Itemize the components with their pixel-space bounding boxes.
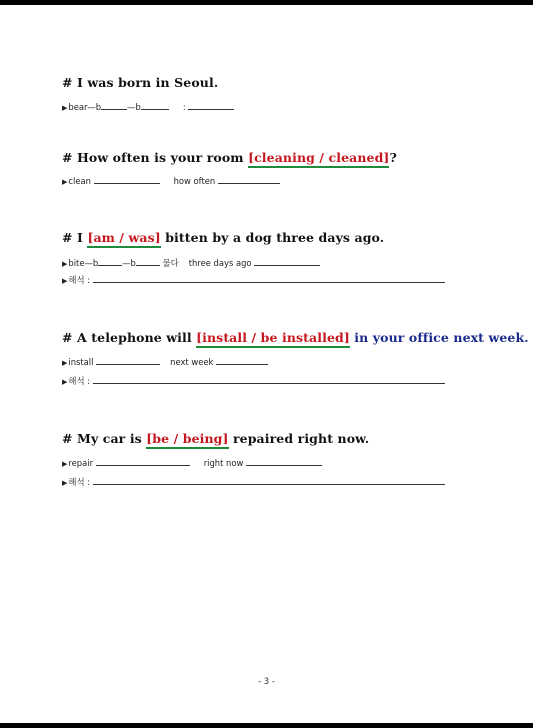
interpretation-label: 해석 bbox=[68, 477, 85, 487]
blank-field[interactable] bbox=[96, 458, 190, 466]
blank-field[interactable] bbox=[101, 102, 127, 110]
sentence-4: # A telephone will [install / be installed] in your office next week. bbox=[62, 330, 529, 345]
interpretation-label: 해석 bbox=[68, 376, 85, 386]
hint-verb: clean bbox=[68, 176, 91, 186]
blank-field[interactable] bbox=[254, 258, 320, 266]
interpretation-line-4: ▶해석 : bbox=[62, 375, 445, 387]
hint-meaning: 물다 bbox=[162, 258, 179, 268]
blank-field[interactable] bbox=[246, 458, 322, 466]
answer-options: [cleaning / cleaned] bbox=[248, 150, 390, 165]
hint-line-4 bbox=[62, 357, 268, 367]
answer-options: [be / being] bbox=[146, 431, 229, 446]
blank-field[interactable] bbox=[98, 258, 122, 266]
hint-line-5 bbox=[62, 458, 322, 468]
blank-field[interactable] bbox=[94, 176, 160, 184]
blank-field[interactable] bbox=[96, 357, 160, 365]
sentence-2: # How often is your room [cleaning / cleaned]? bbox=[62, 150, 397, 165]
hint-verb-mid: —b bbox=[122, 258, 136, 268]
hint-verb: install bbox=[68, 357, 94, 367]
blank-field[interactable] bbox=[188, 102, 234, 110]
answer-options: [install / be installed] bbox=[196, 330, 350, 345]
hint-line-3 bbox=[62, 257, 320, 269]
arrow-icon: ▶ bbox=[62, 260, 68, 268]
answer-options: [am / was] bbox=[87, 230, 161, 245]
interpretation-label: 해석 bbox=[68, 275, 85, 285]
worksheet-page bbox=[0, 5, 533, 723]
hint-phrase: right now bbox=[203, 458, 244, 468]
sentence-1: # I was born in Seoul. bbox=[62, 75, 219, 90]
arrow-icon: ▶ bbox=[62, 277, 68, 285]
sentence-3: # I [am / was] bitten by a dog three days ago. bbox=[62, 230, 385, 245]
blank-field[interactable] bbox=[218, 176, 280, 184]
hint-verb: repair bbox=[68, 458, 94, 468]
sentence-5: # My car is [be / being] repaired right now. bbox=[62, 431, 370, 446]
arrow-icon: ▶ bbox=[62, 479, 68, 487]
interpretation-line-3: ▶해석 : bbox=[62, 274, 445, 286]
hint-line-2 bbox=[62, 176, 280, 186]
hint-phrase: three days ago bbox=[188, 258, 252, 268]
colon: : bbox=[182, 102, 186, 112]
blank-field[interactable] bbox=[141, 102, 169, 110]
hint-phrase: how often bbox=[173, 176, 216, 186]
interpretation-field[interactable] bbox=[93, 275, 445, 283]
interpretation-field[interactable] bbox=[93, 477, 445, 485]
arrow-icon: ▶ bbox=[62, 104, 68, 112]
hint-verb-mid: —b bbox=[127, 102, 141, 112]
blank-field[interactable] bbox=[136, 258, 160, 266]
interpretation-field[interactable] bbox=[93, 376, 445, 384]
page-number: - 3 - bbox=[258, 677, 275, 687]
arrow-icon: ▶ bbox=[62, 178, 68, 186]
hint-line-1 bbox=[62, 102, 234, 112]
hint-verb: bite—b bbox=[68, 258, 99, 268]
arrow-icon: ▶ bbox=[62, 460, 68, 468]
arrow-icon: ▶ bbox=[62, 359, 68, 367]
blank-field[interactable] bbox=[216, 357, 268, 365]
interpretation-line-5: ▶해석 : bbox=[62, 476, 445, 488]
hint-phrase: next week bbox=[170, 357, 214, 367]
arrow-icon: ▶ bbox=[62, 378, 68, 386]
hint-verb: bear—b bbox=[68, 102, 102, 112]
